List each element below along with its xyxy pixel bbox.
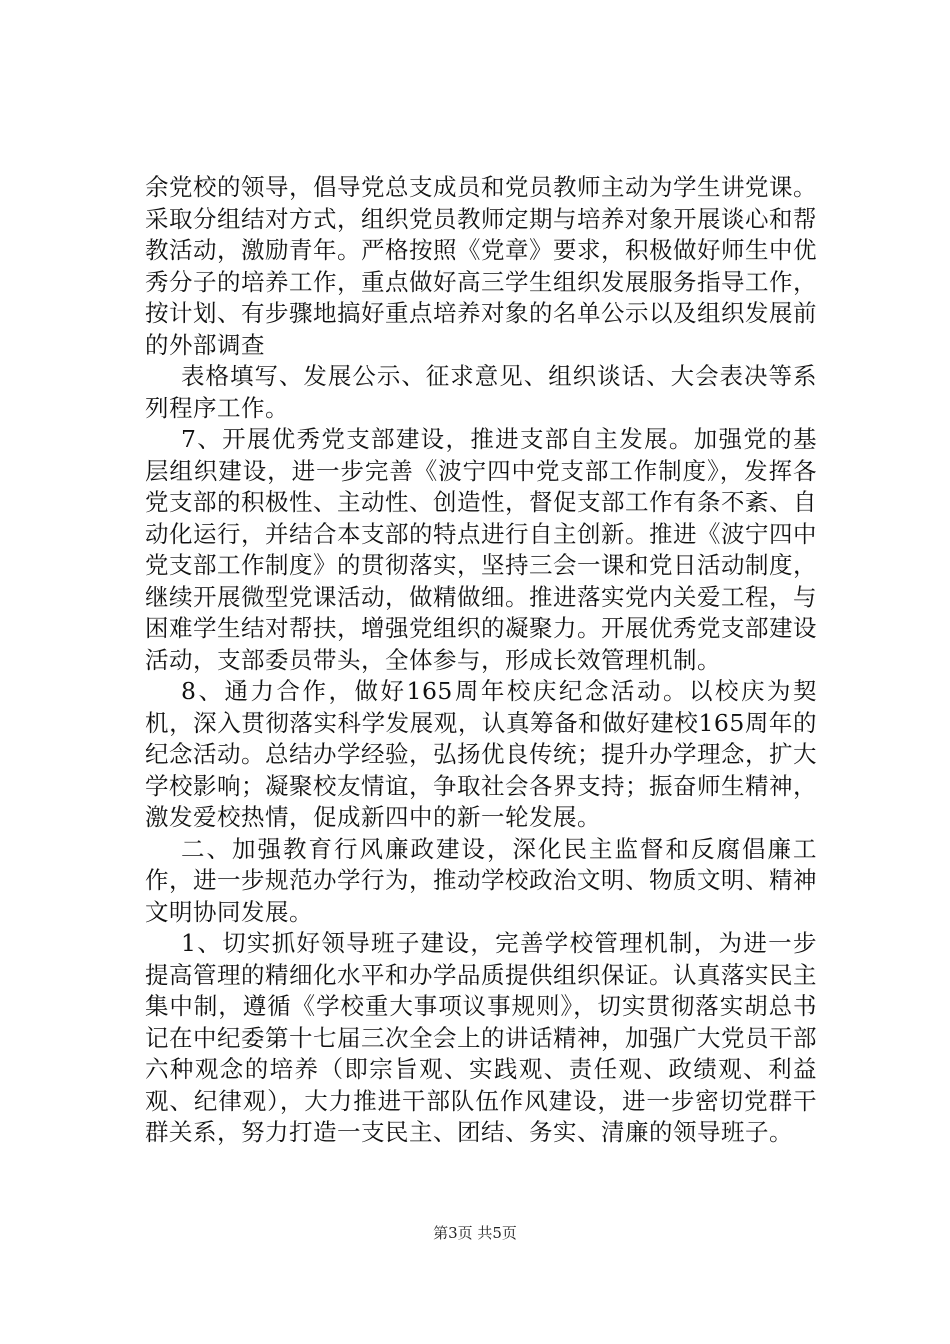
document-body	[145, 172, 817, 1149]
paragraph-item-1: 1、切实抓好领导班子建设，完善学校管理机制，为进一步提高管理的精细化水平和办学品质提供组织保证。认真落实民主集中制，遵循《学校重大事项议事规则》，切实贯彻落实胡总书记在中纪委第十七届三次全会上的讲话精神，加强广大党员干部六种观念的培养（即宗旨观、实践观、责任观、政绩观、利益观、纪律观），大力推进干部队伍作风建设，进一步密切党群干群关系，努力打造一支民主、团结、务实、清廉的领导班子。	[145, 929, 817, 1146]
paragraph-procedures: 表格填写、发展公示、征求意见、组织谈话、大会表决等系列程序工作。	[145, 362, 817, 422]
paragraph-item-8: 8、通力合作，做好165周年校庆纪念活动。以校庆为契机，深入贯彻落实科学发展观，认真筹备和做好建校165周年的纪念活动。总结办学经验，弘扬优良传统；提升办学理念，扩大学校影响；凝聚校友情谊，争取社会各界支持；振奋师生精神，激发爱校热情，促成新四中的新一轮发展。	[145, 677, 817, 831]
paragraph-party-school-guidance: 余党校的领导，倡导党总支成员和党员教师主动为学生讲党课。采取分组结对方式，组织党员教师定期与培养对象开展谈心和帮教活动，激励青年。严格按照《党章》要求，积极做好师生中优秀分子的培养工作，重点做好高三学生组织发展服务指导工作，按计划、有步骤地搞好重点培养对象的名单公示以及组织发展前的外部调查	[145, 173, 817, 359]
paragraph-item-7: 7、开展优秀党支部建设，推进支部自主发展。加强党的基层组织建设，进一步完善《波宁四中党支部工作制度》，发挥各党支部的积极性、主动性、创造性，督促支部工作有条不紊、自动化运行，并结合本支部的特点进行自主创新。推进《波宁四中党支部工作制度》的贯彻落实，坚持三会一课和党日活动制度，继续开展微型党课活动，做精做细。推进落实党内关爱工程，与困难学生结对帮扶，增强党组织的凝聚力。开展优秀党支部建设活动，支部委员带头，全体参与，形成长效管理机制。	[145, 425, 817, 674]
page-number-footer: 第3页 共5页	[433, 1224, 517, 1242]
paragraph-section-2: 二、加强教育行风廉政建设，深化民主监督和反腐倡廉工作，进一步规范办学行为，推动学校政治文明、物质文明、精神文明协同发展。	[145, 834, 817, 926]
